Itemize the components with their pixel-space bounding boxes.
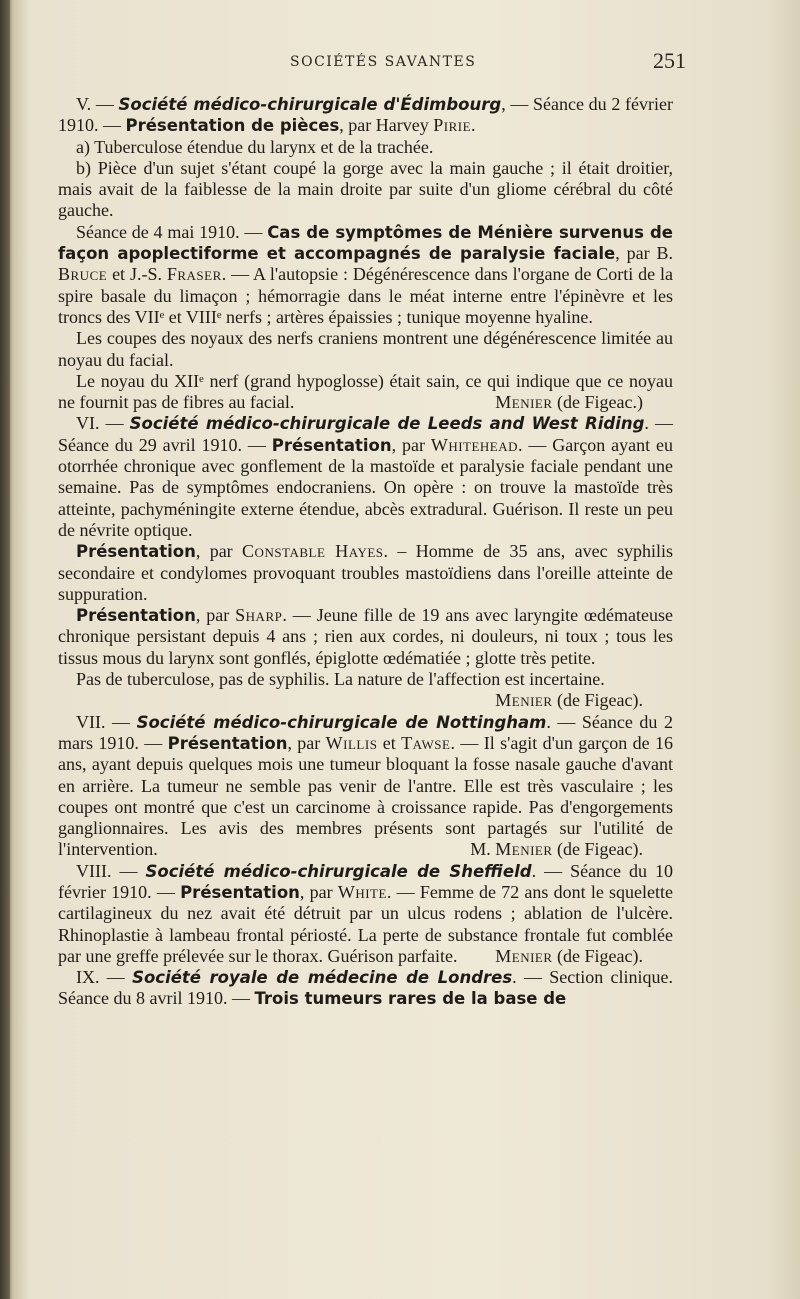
paragraph: Pas de tuberculose, pas de syphilis. La nature de l'affection est incertaine. Menier (de Figeac).	[76, 669, 643, 711]
society-name: Société médico-chirurgicale de Sheffield	[145, 861, 532, 881]
author-name: Sharp	[235, 605, 283, 626]
paragraph: a) Tuberculose étendue du larynx et de la trachée.	[76, 136, 434, 157]
author-name: Willis	[325, 732, 378, 753]
author-name: Fraser	[166, 264, 222, 285]
author-name: Whitehead	[430, 434, 519, 455]
author-name: Constable Hayes	[242, 541, 384, 562]
society-name: Société médico-chirurgicale de Nottingham	[136, 712, 547, 732]
society-name: Société médico-chirurgicale d'Édimbourg	[118, 95, 502, 114]
running-title: SOCIÉTÉS SAVANTES	[290, 54, 477, 70]
section-ix-heading: IX. — Société royale de médecine de Londres. — Section clinique. Séance du 8 avril 1910. — Trois tumeurs rares de la base de	[58, 967, 673, 1009]
case-title: Trois tumeurs rares de la base de	[254, 989, 567, 1009]
presentation-title: Présentation	[76, 606, 196, 626]
page-body	[58, 94, 673, 1010]
paragraph: Présentation, par Sharp. — Jeune fille de 19 ans avec laryngite œdémateuse chronique persistant depuis 4 ans ; rien aux cordes, ni douleurs, ni toux ; tous les tissus mous du larynx sont gonflés, épiglotte œdématiée ; glotte très petite.	[58, 605, 674, 668]
author-name: Pirie	[433, 115, 472, 136]
presentation-title: Présentation	[271, 435, 392, 455]
case-title: Cas de symptômes de Ménière survenus de façon apoplectiforme et accompagnés de paralysie faciale	[58, 222, 673, 264]
section-v-heading: V. — Société médico-chirurgicale d'Édimbourg, — Séance du 2 février 1910. — Présentation de pièces, par Harvey Pirie.	[58, 94, 673, 136]
paragraph: Séance de 4 mai 1910. — Cas de symptômes de Ménière survenus de façon apoplectiforme et accompagnés de paralysie faciale, par B. Bruce et J.-S. Fraser. — A l'autopsie : Dégénérescence dans l'organe de Corti de la spire basale du limaçon ; hémorragie dans le méat interne entre l'épinèvre et les troncs des VIIᵉ et VIIIᵉ nerfs ; artères épaissies ; tunique moyenne hyaline.	[58, 221, 674, 327]
author-name: White	[337, 881, 387, 902]
book-spine-shadow	[0, 0, 10, 1299]
presentation-title: Présentation de pièces	[125, 116, 340, 136]
section-vii-heading: VII. — Société médico-chirurgicale de Nottingham. — Séance du 2 mars 1910. — Présentation, par Willis et Tawse. — Il s'agit d'un garçon de 16 ans, ayant depuis quelques mois une tumeur bloquant la fosse nasale gauche d'avant en arrière. La tumeur ne semble pas venir de l'antre. Elle est très vasculaire ; les coupes ont montré que c'est un carcinome à croissance rapide. Pas d'engorgements ganglionnaires. Les avis des membres présents sont partagés sur l'utilité de l'intervention. M. Menier (de Figeac).	[58, 711, 673, 860]
paragraph: Présentation, par Constable Hayes. – Homme de 35 ans, avec syphilis secondaire et condylomes provoquant troubles mastoïdiens dans l'oreille atteinte de suppuration.	[58, 541, 673, 604]
paragraph: Le noyau du XIIᵉ nerf (grand hypoglosse) était sain, ce qui indique que ce noyau ne fournit pas de fibres au facial. Menier (de Figeac.)	[58, 370, 673, 413]
presentation-title: Présentation	[167, 733, 288, 753]
author-name: Bruce	[58, 264, 108, 285]
signature: Menier (de Figeac).	[495, 690, 643, 711]
signature: Menier (de Figeac).	[495, 945, 643, 966]
paragraph: b) Pièce d'un sujet s'étant coupé la gorge avec la main gauche ; il était droitier, mais avait de la faiblesse de la main droite par suite d'un gliome cérébral du côté gauche.	[58, 157, 673, 221]
section-vi-heading: VI. — Société médico-chirurgicale de Leeds and West Riding. — Séance du 29 avril 1910. — Présentation, par Whitehead. — Garçon ayant eu otorrhée chronique avec gonflement de la mastoïde et paralysie faciale pendant une semaine. Pas de symptômes endocraniens. On opère : on trouve la mastoïde très atteinte, pachyméningite externe étendue, abcès extradural. Guérison. Il reste un peu de névrite optique.	[58, 413, 673, 540]
presentation-title: Présentation	[76, 542, 196, 562]
society-name: Société royale de médecine de Londres	[132, 968, 513, 988]
page-number: 251	[653, 48, 686, 73]
paragraph: Les coupes des noyaux des nerfs craniens montrent une dégénérescence limitée au noyau du facial.	[58, 328, 673, 370]
signature: M. Menier (de Figeac).	[470, 839, 643, 860]
page-header	[60, 48, 686, 78]
signature: Menier (de Figeac.)	[495, 392, 643, 413]
society-name: Société médico-chirurgicale de Leeds and West Riding	[129, 414, 645, 434]
author-name: Tawse	[401, 732, 451, 753]
section-viii-heading: VIII. — Société médico-chirurgicale de Sheffield. — Séance du 10 février 1910. — Présentation, par White. — Femme de 72 ans dont le squelette cartilagineux du nez avait été détruit par un ulcus rodens ; ablation de l'ulcère. Rhinoplastie à lambeau frontal périosté. La perte de substance frontale fut comblée par une greffe prélevée sur le thorax. Guérison parfaite. Menier (de Figeac).	[58, 860, 674, 966]
presentation-title: Présentation	[180, 882, 300, 902]
